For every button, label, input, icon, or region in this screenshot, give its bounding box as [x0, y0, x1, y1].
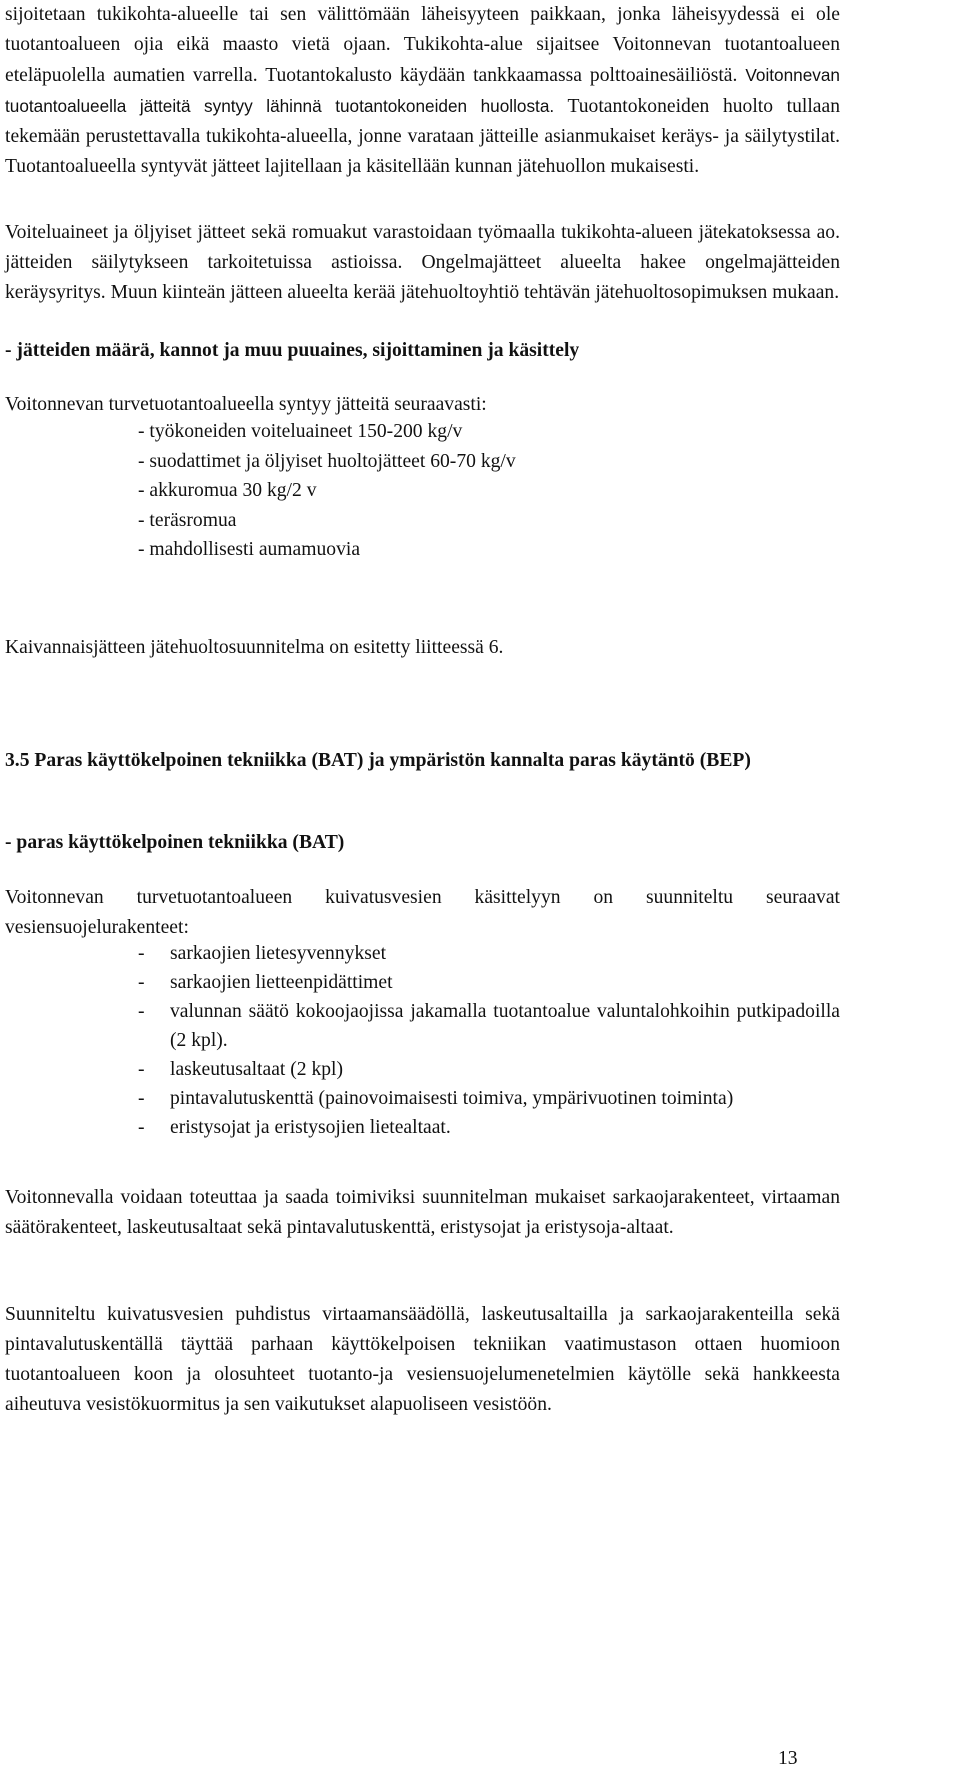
list-item: - mahdollisesti aumamuovia [138, 539, 361, 560]
list-item: - sarkaojien lietesyvennykset [138, 943, 387, 964]
intro-text-serif: sijoitetaan tukikohta-alueelle tai sen välittömään läheisyyteen paikkaan, jonka läheisyydessä ei ole tuotantoalueen ojia eikä maasto vietä ojaan. Tukikohta-alue sijaitsee Voitonnevan tuotantoalueen eteläpuolella aumatien varrella. Tuotantokalusto käydään tankkaamassa polttoainesäiliöstä. [5, 4, 840, 86]
bat-paragraph-1: Voitonnevalla voidaan toteuttaa ja saada toimiviksi suunnitelman mukaiset sarkaojarakenteet, virtaaman säätörakenteet, laskeutusaltaat sekä pintavalutuskenttä, eristysojat ja eristysoja-altaat. [5, 1187, 840, 1238]
list-item: - akkuromua 30 kg/2 v [138, 480, 317, 501]
list-item: - pintavalutuskenttä (painovoimaisesti toimiva, ympärivuotinen toiminta) [138, 1088, 734, 1109]
intro-paragraph [5, 0, 840, 182]
bat-intro: Voitonnevan turvetuotantoalueen kuivatusvesien käsittelyyn on suunniteltu seuraavat vesiensuojelurakenteet: [5, 887, 840, 938]
list-item: - teräsromua [138, 509, 237, 531]
excavation-note: Kaivannaisjätteen jätehuoltosuunnitelma on esitetty liitteessä 6. [5, 637, 504, 658]
list-item: - työkoneiden voiteluaineet 150-200 kg/v [138, 421, 463, 442]
list-item: - valunnan säätö kokoojaojissa jakamalla tuotantoalue valuntalohkoihin putkipadoilla (2 kpl). [138, 1001, 840, 1051]
list-item: - laskeutusaltaat (2 kpl) [138, 1059, 344, 1080]
list-item: - sarkaojien lietteenpidättimet [138, 972, 393, 993]
section-heading: 3.5 Paras käyttökelpoinen tekniikka (BAT) ja ympäristön kannalta paras käytäntö (BEP) [5, 750, 751, 771]
list-item: - eristysojat ja eristysojien lietealtaat. [138, 1117, 451, 1138]
bat-paragraph-2: Suunniteltu kuivatusvesien puhdistus virtaamansäädöllä, laskeutusaltailla ja sarkaojarakenteilla sekä pintavalutuskentällä täyttää parhaan käyttökelpoisen tekniikan vaatimustason ottaen huomioon tuotantoalueen koon ja olosuhteet tuotanto-ja vesiensuojelumenetelmien käytölle sekä hankkeesta aiheutuva vesistökuormitus ja sen vaikutukset alapuoliseen vesistöön. [5, 1304, 840, 1415]
waste-heading: - jätteiden määrä, kannot ja muu puuaines, sijoittaminen ja käsittely [5, 340, 580, 361]
intro-text-sans: Voitonnevan tuotantoalueella jätteitä syntyy lähinnä tuotantokoneiden huollosta. [5, 65, 840, 116]
waste-list [5, 417, 516, 565]
intro-text-end: Tuotantokoneiden huolto tullaan tekemään perustettavalla tukikohta-alueella, jonne varataan jätteille asianmukaiset keräys- ja säilytystilat. Tuotantoalueella syntyvät jätteet lajitellaan ja käsitellään kunnan jätehuollon mukaisesti. [5, 96, 840, 177]
waste-storage-paragraph: Voiteluaineet ja öljyiset jätteet sekä romuakut varastoidaan työmaalla tukikohta-alueen jätekatoksessa ao. jätteiden säilytykseen tarkoitetuissa astioissa. Ongelmajätteet alueelta hakee ongelmajätteiden keräysyritys. Muun kiinteän jätteen alueelta kerää jätehuoltoyhtiö tehtävän jätehuoltosopimuksen mukaan. [5, 222, 840, 303]
bat-list [5, 939, 840, 1142]
bat-subheading: - paras käyttökelpoinen tekniikka (BAT) [5, 832, 345, 853]
list-item: - suodattimet ja öljyiset huoltojätteet 60-70 kg/v [138, 450, 516, 472]
page-number: 13 [778, 1748, 798, 1769]
waste-intro: Voitonnevan turvetuotantoalueella syntyy jätteitä seuraavasti: [5, 394, 487, 415]
